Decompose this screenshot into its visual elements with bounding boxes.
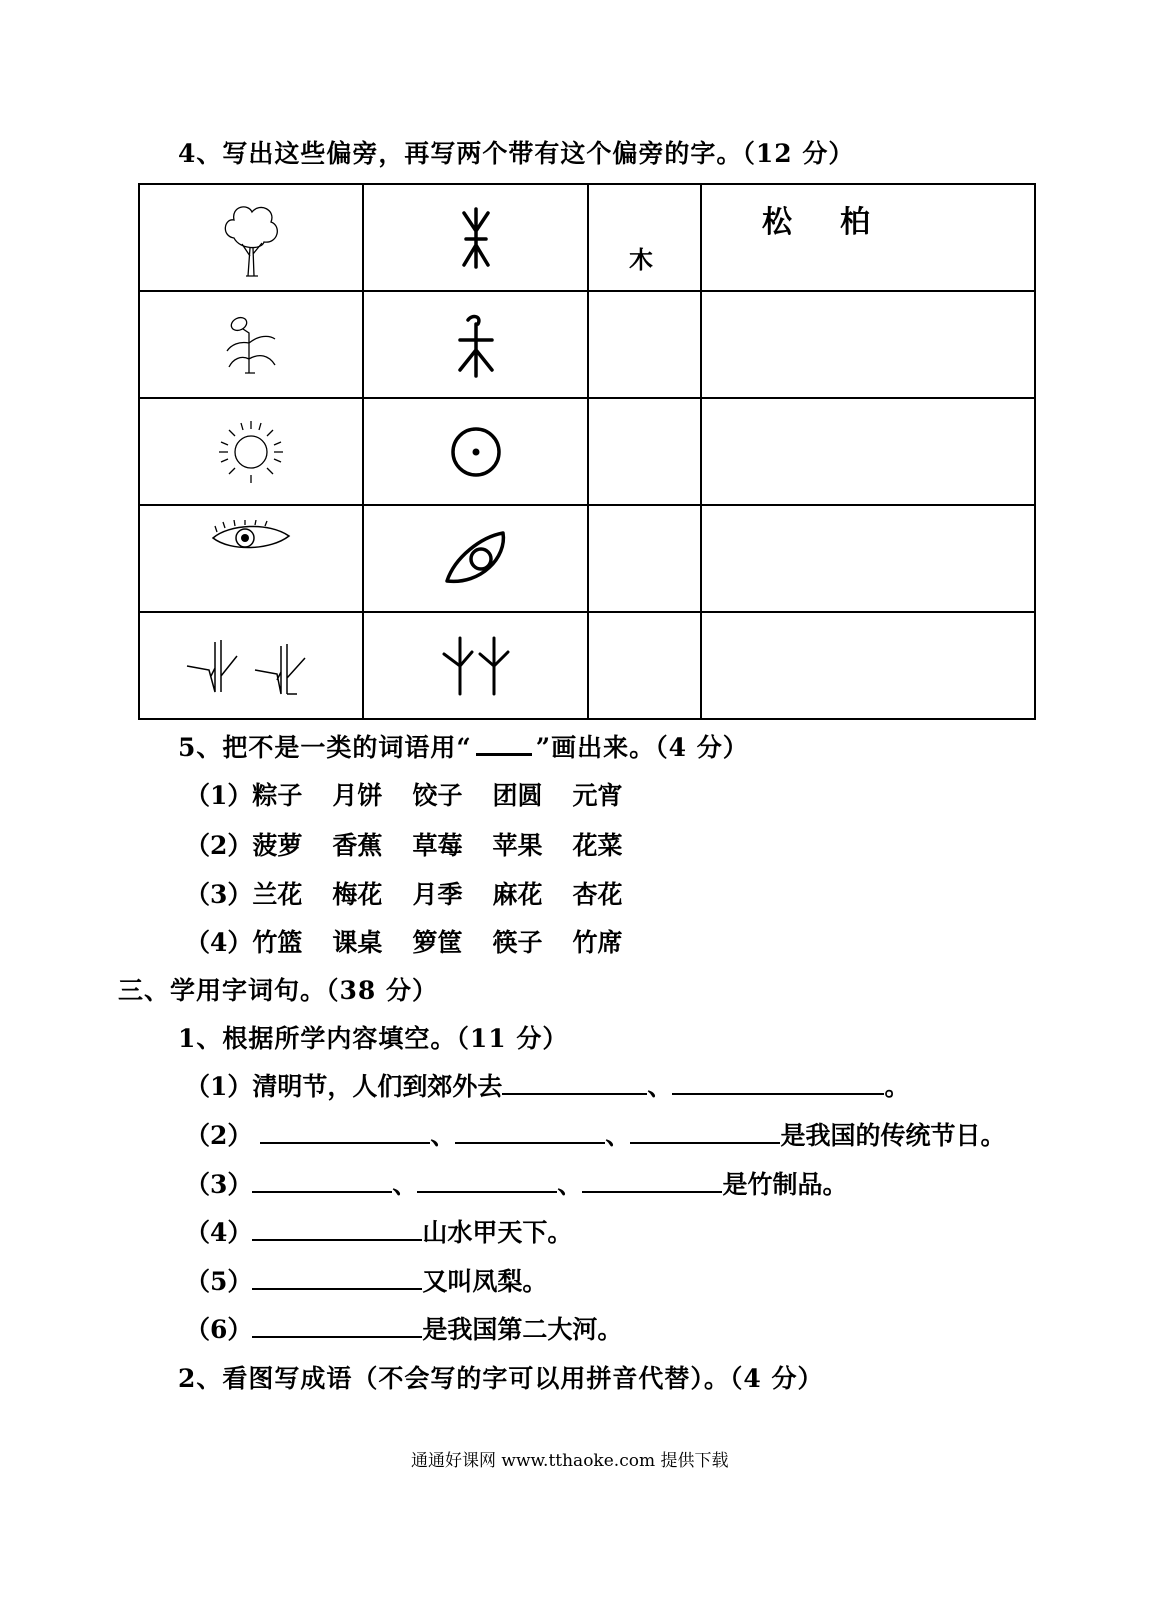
fill-item-5 [185, 1262, 547, 1298]
ancient-he-glyph [454, 310, 498, 380]
word-option[interactable]: 元宵 [572, 781, 623, 810]
item-number: （3） [185, 1170, 253, 1199]
separator: 、 [392, 1170, 418, 1199]
grain-picture-cell [139, 291, 363, 398]
word-option[interactable]: 竹篮 [252, 928, 303, 957]
bamboo-picture [181, 636, 321, 696]
item-number: （2） [185, 831, 253, 860]
word-option[interactable]: 竹席 [572, 928, 623, 957]
q5-title-post: ”画出来。（4 分） [535, 733, 749, 762]
answer-blank[interactable] [252, 1217, 422, 1241]
word-option[interactable]: 粽子 [252, 781, 303, 810]
answer-blank[interactable] [672, 1071, 884, 1095]
word-option[interactable]: 月季 [412, 880, 463, 909]
s3-q1-title: 1、根据所学内容填空。（11 分） [178, 1024, 569, 1053]
ancient-mu-glyph [456, 205, 496, 271]
q5-item-1 [185, 776, 652, 812]
q5-item-2 [185, 826, 652, 862]
underline-sample [476, 729, 532, 756]
answer-blank[interactable] [502, 1071, 647, 1095]
word-option[interactable]: 筷子 [492, 928, 543, 957]
item-number: （1） [185, 781, 253, 810]
separator: 、 [605, 1121, 631, 1150]
word-option[interactable]: 梅花 [332, 880, 383, 909]
radical-answer-cell[interactable] [588, 398, 701, 505]
q5-item-4 [185, 923, 652, 959]
word-option[interactable]: 菠萝 [252, 831, 303, 860]
section3-title: 三、学用字词句。（38 分） [118, 976, 438, 1005]
answer-blank[interactable] [252, 1314, 422, 1338]
tree-picture-cell [139, 184, 363, 291]
radical-answer: 木 [629, 245, 653, 274]
fill-item-3 [185, 1165, 847, 1201]
q4-title: 4、写出这些偏旁，再写两个带有这个偏旁的字。（12 分） [178, 139, 855, 168]
item-number: （3） [185, 880, 253, 909]
example-answer-cell[interactable] [701, 291, 1035, 398]
fill-suffix: 又叫凤梨。 [422, 1267, 548, 1296]
word-option[interactable]: 饺子 [412, 781, 463, 810]
separator: 、 [557, 1170, 583, 1199]
page-footer: 通通好课网 www.tthaoke.com 提供下载 [411, 1451, 729, 1471]
ancient-ri-cell [363, 398, 588, 505]
item-number: （4） [185, 928, 253, 957]
table-row [139, 612, 1035, 719]
q5-title-pre: 5、把不是一类的词语用“ [178, 733, 472, 762]
fill-item-1 [185, 1067, 909, 1103]
sun-picture-cell [139, 398, 363, 505]
separator: 、 [647, 1072, 673, 1101]
radical-answer-cell[interactable] [588, 612, 701, 719]
word-option[interactable]: 团圆 [492, 781, 543, 810]
fill-prompt: 清明节，人们到郊外去 [252, 1072, 503, 1101]
item-number: （2） [185, 1121, 253, 1150]
fill-suffix: 是竹制品。 [722, 1170, 848, 1199]
example-answer-cell[interactable] [701, 612, 1035, 719]
word-option[interactable]: 杏花 [572, 880, 623, 909]
word-option[interactable]: 香蕉 [332, 831, 383, 860]
fill-item-4 [185, 1213, 572, 1249]
table-row [139, 291, 1035, 398]
answer-blank[interactable] [582, 1169, 722, 1193]
bamboo-picture-cell [139, 612, 363, 719]
fill-item-2 [185, 1116, 1005, 1152]
ancient-mu-cell [363, 184, 588, 291]
example-answer-cell[interactable] [701, 398, 1035, 505]
tree-picture [216, 198, 286, 278]
radical-answer-cell[interactable] [588, 184, 701, 291]
s3-q2-title: 2、看图写成语（不会写的字可以用拼音代替）。（4 分） [178, 1364, 824, 1393]
word-option[interactable]: 草莓 [412, 831, 463, 860]
item-number: （1） [185, 1072, 253, 1101]
ancient-mu-eye-glyph [441, 527, 511, 591]
radical-table [138, 183, 1036, 720]
item-number: （4） [185, 1218, 253, 1247]
radical-answer-cell[interactable] [588, 505, 701, 612]
answer-blank[interactable] [252, 1266, 422, 1290]
word-option[interactable]: 苹果 [492, 831, 543, 860]
fill-suffix: 是我国第二大河。 [422, 1315, 623, 1344]
word-option[interactable]: 月饼 [332, 781, 383, 810]
ancient-ri-glyph [446, 422, 506, 482]
table-row [139, 184, 1035, 291]
eye-picture [209, 520, 293, 556]
grain-picture [221, 315, 281, 375]
sun-picture [211, 417, 291, 487]
q5-item-3 [185, 875, 652, 911]
word-option[interactable]: 箩筐 [412, 928, 463, 957]
ancient-mu-eye-cell [363, 505, 588, 612]
word-option[interactable]: 兰花 [252, 880, 303, 909]
radical-answer-cell[interactable] [588, 291, 701, 398]
item-number: （6） [185, 1315, 253, 1344]
ancient-he-cell [363, 291, 588, 398]
example-answer-cell[interactable] [701, 184, 1035, 291]
fill-item-6 [185, 1310, 622, 1346]
word-option[interactable]: 麻花 [492, 880, 543, 909]
eye-picture-cell [139, 505, 363, 612]
ancient-zhu-cell [363, 612, 588, 719]
example-answer-cell[interactable] [701, 505, 1035, 612]
ancient-zhu-glyph [436, 634, 516, 698]
table-row [139, 398, 1035, 505]
example-answer: 松柏 [762, 205, 918, 240]
table-row [139, 505, 1035, 612]
answer-blank[interactable] [630, 1120, 780, 1144]
answer-blank[interactable] [417, 1169, 557, 1193]
separator: 、 [430, 1121, 456, 1150]
fill-suffix: 。 [884, 1072, 910, 1101]
word-option[interactable]: 课桌 [332, 928, 383, 957]
fill-suffix: 是我国的传统节日。 [780, 1121, 1006, 1150]
answer-blank[interactable] [252, 1169, 392, 1193]
word-option[interactable]: 花菜 [572, 831, 623, 860]
q5-title [178, 728, 749, 764]
item-number: （5） [185, 1267, 253, 1296]
fill-suffix: 山水甲天下。 [422, 1218, 573, 1247]
answer-blank[interactable] [455, 1120, 605, 1144]
answer-blank[interactable] [260, 1120, 430, 1144]
